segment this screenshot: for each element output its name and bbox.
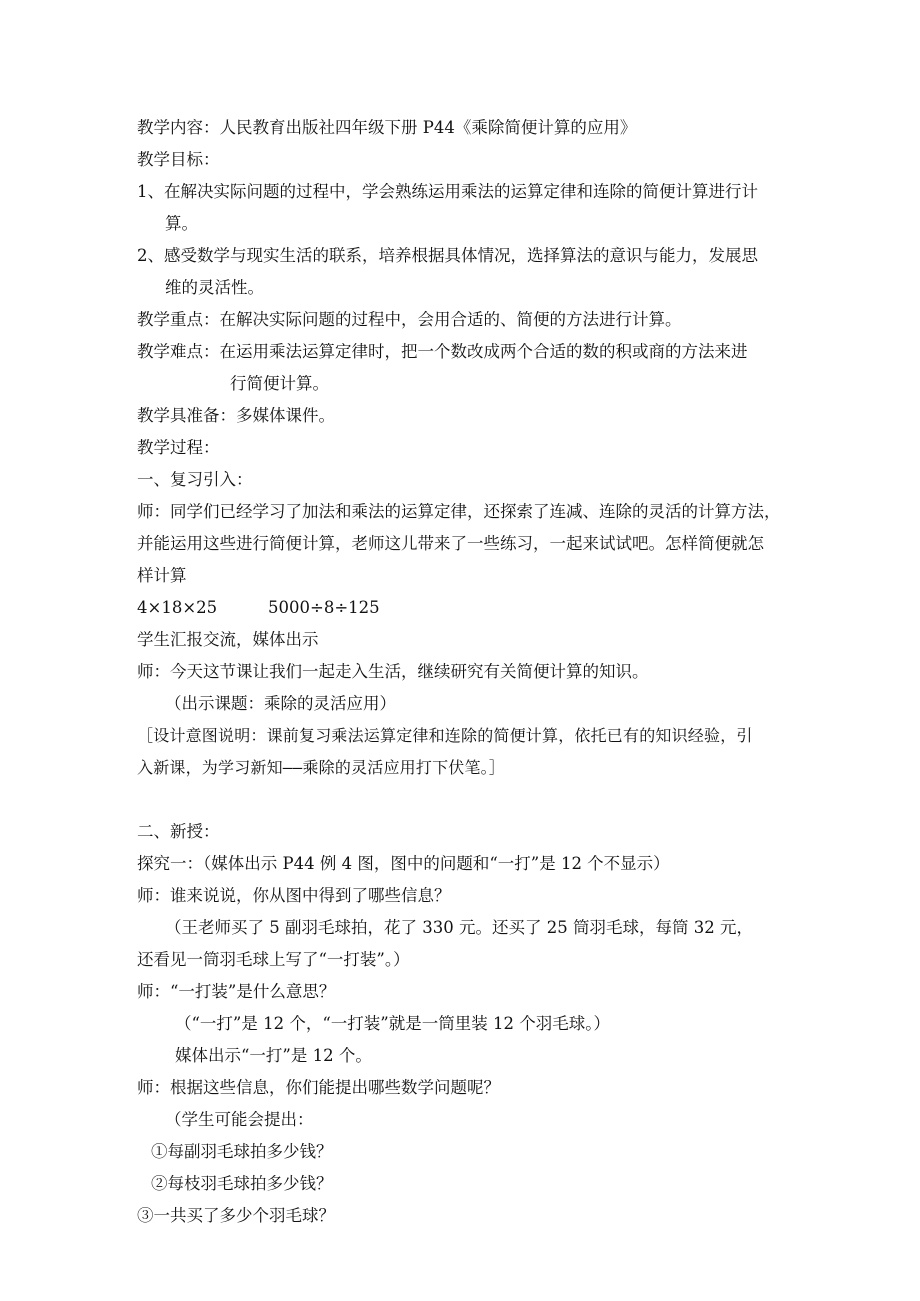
question-item-1: ①每副羽毛球拍多少钱？ <box>151 1142 333 1161</box>
student-answer-info-line-2: 还看见一筒羽毛球上写了“一打装”。） <box>137 950 410 969</box>
goal-1-line-1: 1、在解决实际问题的过程中，学会熟练运用乘法的运算定律和连除的简便计算进行计 <box>137 182 758 201</box>
section-review-heading: 一、复习引入： <box>137 470 253 489</box>
design-note-line-2: 入新课，为学习新知——乘除的灵活应用打下伏笔。］ <box>137 758 506 777</box>
exercise-2: 5000÷8÷125 <box>268 598 380 617</box>
teacher-intro-line-3: 样计算 <box>137 566 187 585</box>
teacher-transition: 师：今天这节课让我们一起走入生活，继续研究有关简便计算的知识。 <box>137 662 649 681</box>
question-item-3: ③一共买了多少个羽毛球？ <box>137 1206 335 1225</box>
lesson-title-display: （出示课题：乘除的灵活应用） <box>165 694 396 713</box>
question-item-2: ②每枝羽毛球拍多少钱？ <box>151 1174 333 1193</box>
teacher-intro-line-1: 师：同学们已经学习了加法和乘法的运算定律，还探索了连减、连除的灵活的计算方法， <box>137 502 781 521</box>
explore-one: 探究一：（媒体出示 P44 例 4 图，图中的问题和“一打”是 12 个不显示） <box>137 854 670 873</box>
exercise-1: 4×18×25 <box>137 598 218 617</box>
student-possible-questions: （学生可能会提出： <box>165 1110 314 1129</box>
media-display-dozen: 媒体出示“一打”是 12 个。 <box>175 1046 372 1065</box>
teacher-question-info: 师：谁来说说，你从图中得到了哪些信息？ <box>137 886 451 905</box>
teacher-intro-line-2: 并能运用这些进行简便计算，老师这儿带来了一些练习，一起来试试吧。怎样简便就怎 <box>137 534 764 553</box>
student-answer-info-line-1: （王老师买了 5 副羽毛球拍，花了 330 元。还买了 25 筒羽毛球，每筒 32 元， <box>165 918 753 937</box>
goal-2-line-2: 维的灵活性。 <box>165 278 264 297</box>
teaching-difficulty-line-1: 教学难点：在运用乘法运算定律时，把一个数改成两个合适的数的积或商的方法来进 <box>137 342 748 361</box>
student-answer-dozen: （“一打”是 12 个，“一打装”就是一筒里装 12 个羽毛球。） <box>175 1014 610 1033</box>
goal-2-line-1: 2、感受数学与现实生活的联系，培养根据具体情况，选择算法的意识与能力，发展思 <box>137 246 758 265</box>
student-report: 学生汇报交流，媒体出示 <box>137 630 319 649</box>
goal-1-line-2: 算。 <box>165 214 198 233</box>
teaching-difficulty-line-2: 行简便计算。 <box>230 374 329 393</box>
teaching-preparation: 教学具准备：多媒体课件。 <box>137 406 335 425</box>
teaching-content: 教学内容：人民教育出版社四年级下册 P44《乘除简便计算的应用》 <box>137 118 637 137</box>
teaching-process-heading: 教学过程： <box>137 438 220 457</box>
teaching-goals-heading: 教学目标： <box>137 150 220 169</box>
teaching-key-point: 教学重点：在解决实际问题的过程中，会用合适的、简便的方法进行计算。 <box>137 310 682 329</box>
section-new-lesson-heading: 二、新授： <box>137 822 220 841</box>
teacher-question-dozen: 师：“一打装”是什么意思？ <box>137 982 336 1001</box>
design-note-line-1: ［设计意图说明：课前复习乘法运算定律和连除的简便计算，依托已有的知识经验，引 <box>137 726 753 745</box>
teacher-question-problems: 师：根据这些信息，你们能提出哪些数学问题呢？ <box>137 1078 500 1097</box>
